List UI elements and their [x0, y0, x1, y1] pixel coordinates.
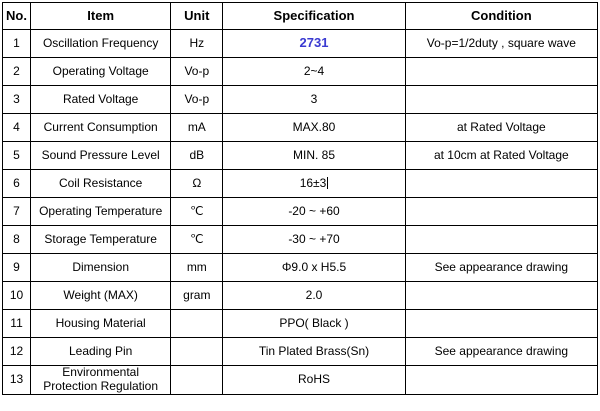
- row-number: 6: [3, 170, 31, 198]
- row-number: 3: [3, 86, 31, 114]
- row-specification: MIN. 85: [223, 142, 405, 170]
- row-unit: ℃: [171, 198, 223, 226]
- row-item: Dimension: [31, 254, 171, 282]
- row-condition: [405, 58, 597, 86]
- row-unit: ℃: [171, 226, 223, 254]
- row-unit: [171, 310, 223, 338]
- table-row: [3, 226, 598, 254]
- row-number: 2: [3, 58, 31, 86]
- row-number: 13: [3, 366, 31, 395]
- row-item: Weight (MAX): [31, 282, 171, 310]
- row-unit: mm: [171, 254, 223, 282]
- row-unit: Hz: [171, 30, 223, 58]
- row-specification: RoHS: [223, 366, 405, 395]
- row-condition: [405, 198, 597, 226]
- row-unit: Vo-p: [171, 86, 223, 114]
- row-unit: dB: [171, 142, 223, 170]
- row-number: 8: [3, 226, 31, 254]
- table-header-row: [3, 3, 598, 30]
- row-specification: -20 ~ +60: [223, 198, 405, 226]
- table-row: [3, 198, 598, 226]
- row-item: Sound Pressure Level: [31, 142, 171, 170]
- row-unit: mA: [171, 114, 223, 142]
- row-item: Operating Voltage: [31, 58, 171, 86]
- row-condition: [405, 366, 597, 395]
- table-row: [3, 114, 598, 142]
- table-row: [3, 310, 598, 338]
- row-item: Oscillation Frequency: [31, 30, 171, 58]
- column-header-unit: Unit: [171, 3, 223, 30]
- row-number: 11: [3, 310, 31, 338]
- table-row: [3, 86, 598, 114]
- row-specification: 3: [223, 86, 405, 114]
- row-condition: [405, 282, 597, 310]
- row-condition: [405, 310, 597, 338]
- row-number: 5: [3, 142, 31, 170]
- row-specification: -30 ~ +70: [223, 226, 405, 254]
- table-row: [3, 58, 598, 86]
- row-unit: Vo-p: [171, 58, 223, 86]
- row-item: Leading Pin: [31, 338, 171, 366]
- row-specification: PPO( Black ): [223, 310, 405, 338]
- row-specification: Tin Plated Brass(Sn): [223, 338, 405, 366]
- column-header-no: No.: [3, 3, 31, 30]
- row-condition: See appearance drawing: [405, 254, 597, 282]
- table-row: [3, 170, 598, 198]
- table-row: [3, 254, 598, 282]
- table-row: [3, 366, 598, 395]
- row-specification: Φ9.0 x H5.5: [223, 254, 405, 282]
- row-item: Storage Temperature: [31, 226, 171, 254]
- specification-table: [2, 2, 598, 395]
- row-unit: [171, 338, 223, 366]
- column-header-item: Item: [31, 3, 171, 30]
- row-number: 7: [3, 198, 31, 226]
- row-specification: 16±3: [223, 170, 405, 198]
- column-header-condition: Condition: [405, 3, 597, 30]
- row-item: Rated Voltage: [31, 86, 171, 114]
- table-row: [3, 282, 598, 310]
- row-number: 10: [3, 282, 31, 310]
- row-number: 12: [3, 338, 31, 366]
- row-unit: gram: [171, 282, 223, 310]
- row-unit: [171, 366, 223, 395]
- row-condition: [405, 226, 597, 254]
- table-body: [3, 30, 598, 395]
- table-row: [3, 338, 598, 366]
- row-number: 9: [3, 254, 31, 282]
- column-header-specification: Specification: [223, 3, 405, 30]
- row-number: 1: [3, 30, 31, 58]
- oscillation-frequency-value: 2731: [299, 35, 329, 51]
- row-condition: at Rated Voltage: [405, 114, 597, 142]
- row-item: Operating Temperature: [31, 198, 171, 226]
- row-condition: [405, 86, 597, 114]
- row-item: Current Consumption: [31, 114, 171, 142]
- row-condition: Vo-p=1/2duty , square wave: [405, 30, 597, 58]
- row-number: 4: [3, 114, 31, 142]
- row-specification: [223, 30, 405, 58]
- row-condition: See appearance drawing: [405, 338, 597, 366]
- row-condition: at 10cm at Rated Voltage: [405, 142, 597, 170]
- row-specification: 2.0: [223, 282, 405, 310]
- row-specification: MAX.80: [223, 114, 405, 142]
- row-specification: 2~4: [223, 58, 405, 86]
- row-unit: Ω: [171, 170, 223, 198]
- row-item: Environmental Protection Regulation: [31, 366, 171, 395]
- table-row: [3, 30, 598, 58]
- row-item: Coil Resistance: [31, 170, 171, 198]
- table-row: [3, 142, 598, 170]
- row-condition: [405, 170, 597, 198]
- row-item: Housing Material: [31, 310, 171, 338]
